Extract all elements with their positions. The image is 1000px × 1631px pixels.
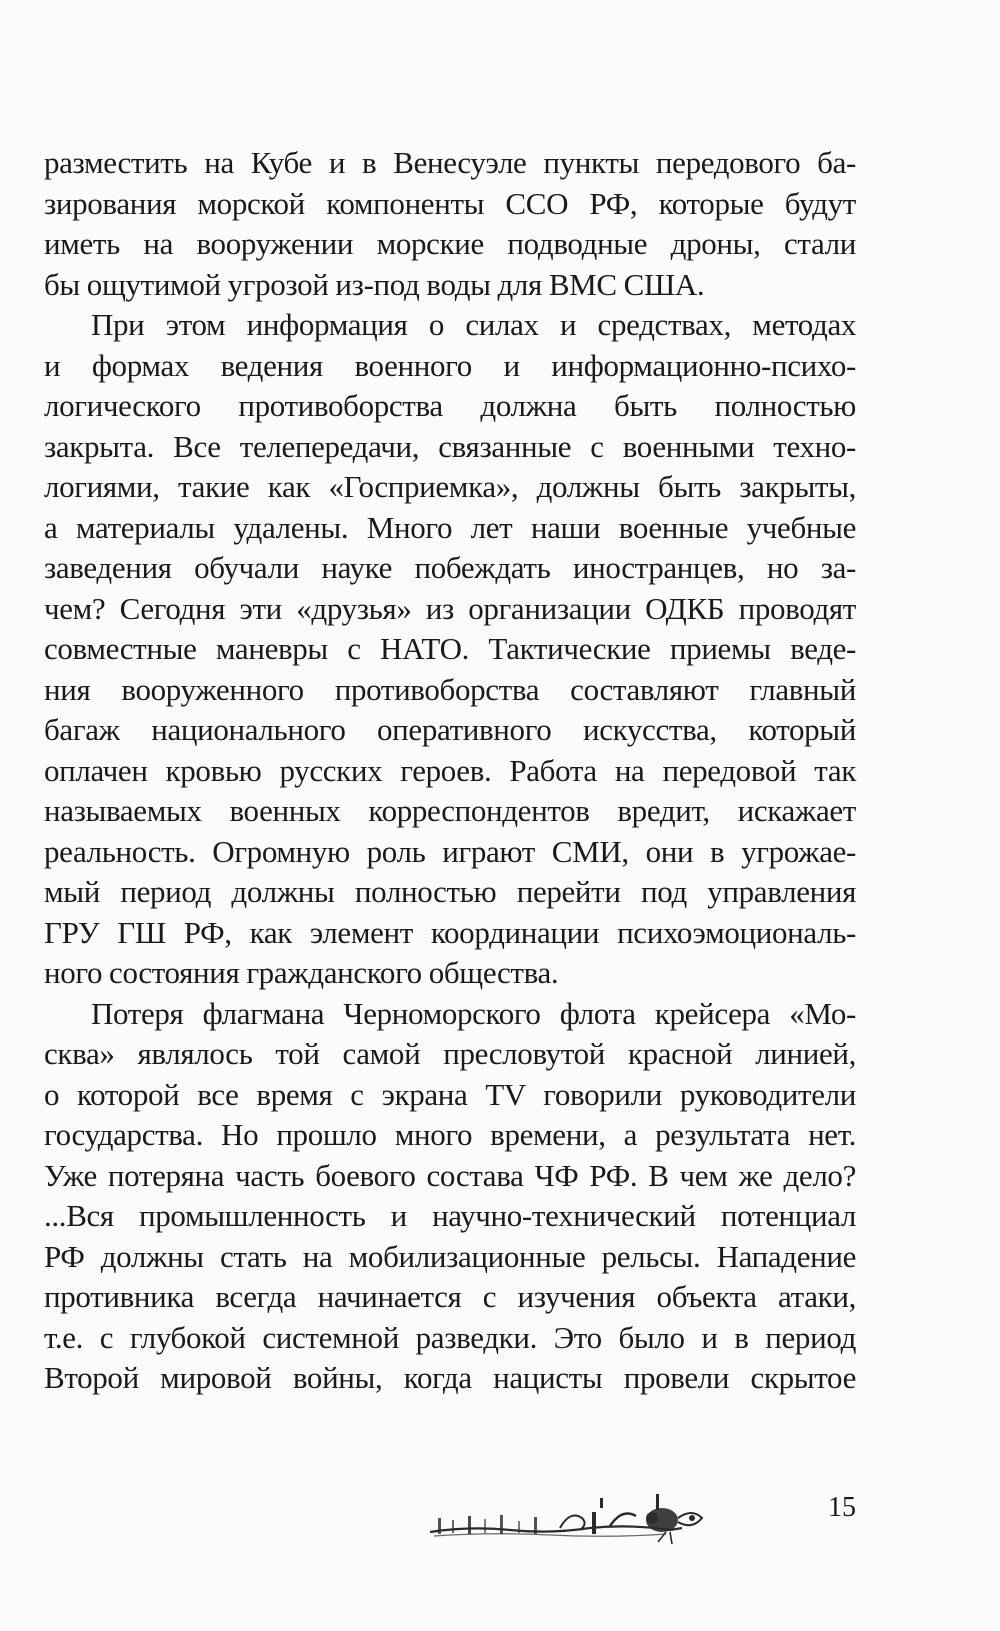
text-line: При этом информация о силах и средствах, методах: [91, 307, 856, 342]
text-line: разместить на Кубе и в Венесуэле пункты передового ба-: [44, 145, 856, 180]
text-line: закрыта. Все телепередачи, связанные с военными техно-: [44, 428, 856, 464]
page-number: 15: [828, 1492, 856, 1523]
paragraph: [44, 994, 856, 1399]
text-line: ГРУ ГШ РФ, как элемент координации психоэмоциональ-: [44, 914, 856, 950]
paragraph: [44, 305, 856, 994]
text-line: ...Вся промышленность и научно-технический потенциал: [44, 1198, 856, 1233]
text-line: совместные маневры с НАТО. Тактические приемы веде-: [44, 631, 856, 666]
text-line: т.е. с глубокой системной разведки. Это было и в период: [44, 1319, 856, 1355]
text-line: бы ощутимой угрозой из-под воды для ВМС США.: [44, 266, 705, 302]
text-line: Уже потеряна часть боевого состава ЧФ РФ. В чем же дело?: [44, 1157, 856, 1193]
text-line: сква» являлось той самой пресловутой красной линией,: [44, 1036, 856, 1071]
text-line: и формах ведения военного и информационно-психо-: [44, 347, 856, 383]
text-line: мый период должны полностью перейти под управления: [44, 874, 856, 909]
text-line: а материалы удалены. Много лет наши военные учебные: [44, 509, 856, 545]
text-line: ного состояния гражданского общества.: [44, 955, 559, 990]
text-line: иметь на вооружении морские подводные дроны, стали: [44, 226, 856, 261]
text-line: о которой все время с экрана TV говорили руководители: [44, 1076, 856, 1112]
text-line: РФ должны стать на мобилизационные рельсы. Нападение: [44, 1238, 856, 1274]
text-line: Потеря флагмана Черноморского флота крейсера «Мо-: [91, 995, 856, 1031]
text-line: Второй мировой войны, когда нацисты провели скрытое: [44, 1360, 856, 1395]
text-line: реальность. Огромную роль играют СМИ, они в угрожае-: [44, 833, 856, 869]
text-line: логиями, такие как «Госприемка», должны быть закрыты,: [44, 469, 856, 504]
text-line: багаж национального оперативного искусства, который: [44, 712, 856, 747]
body-text: [44, 143, 856, 1399]
text-line: оплачен кровью русских героев. Работа на передовой так: [44, 752, 856, 788]
decorative-vignette-icon: [430, 1488, 720, 1548]
page-footer: [0, 1480, 1000, 1560]
text-line: чем? Сегодня эти «друзья» из организации ОДКБ проводят: [44, 590, 856, 626]
text-line: государства. Но прошло много времени, а результата нет.: [44, 1117, 856, 1152]
text-line: заведения обучали науке побеждать иностранцев, но за-: [44, 550, 856, 585]
text-line: ния вооруженного противоборства составляют главный: [44, 671, 856, 707]
text-line: логического противоборства должна быть полностью: [44, 388, 856, 423]
text-line: противника всегда начинается с изучения объекта атаки,: [44, 1279, 856, 1314]
text-line: называемых военных корреспондентов вредит, искажает: [44, 793, 856, 828]
text-line: зирования морской компоненты ССО РФ, которые будут: [44, 185, 856, 221]
paragraph: [44, 143, 856, 305]
